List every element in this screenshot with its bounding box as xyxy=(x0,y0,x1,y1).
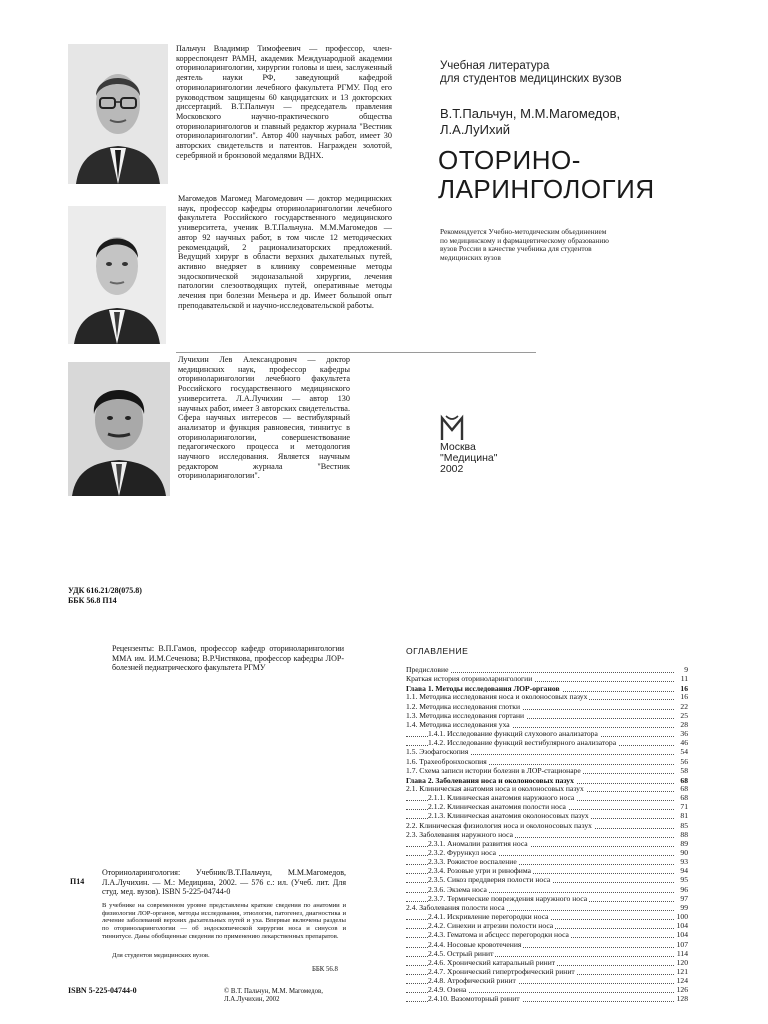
toc-entry xyxy=(406,941,688,949)
toc-entry xyxy=(406,666,688,674)
toc-entry-page: 128 xyxy=(676,995,688,1004)
toc-entry-title: 2.3.5. Сикоз преддверия полости носа xyxy=(428,876,551,885)
toc-entry-page: 68 xyxy=(680,794,688,803)
publisher-info: Москва "Медицина" 2002 xyxy=(440,441,498,475)
toc-entry-page: 100 xyxy=(676,913,688,922)
toc-entry-page: 36 xyxy=(680,730,688,739)
portrait-icon xyxy=(68,44,168,184)
toc-entry-page: 81 xyxy=(680,812,688,821)
toc-entry xyxy=(406,858,688,866)
toc-entry xyxy=(406,886,688,894)
toc-entry-page: 104 xyxy=(676,922,688,931)
author-photo-1 xyxy=(68,44,168,184)
toc-entry xyxy=(406,913,688,921)
toc-entry-title: 2.3.7. Термические повреждения наружного носа xyxy=(428,894,588,903)
toc-entry-title: 2.4.5. Острый ринит xyxy=(428,949,494,958)
toc-entry-title: 2.1. Клиническая анатомия носа и околоносовых пазух xyxy=(406,784,584,793)
toc-entry-page: 126 xyxy=(676,986,688,995)
toc-entry xyxy=(406,777,688,785)
toc-entry xyxy=(406,840,688,848)
copyright: © В.Т. Пальчун, М.М. Магомедов, Л.А.Лучихин, 2002 xyxy=(224,988,323,1004)
toc-entry xyxy=(406,822,688,830)
toc-entry-page: 16 xyxy=(680,693,688,702)
author-photo-3 xyxy=(68,362,170,496)
bbk-code: ББК 56.8 П14 xyxy=(68,596,117,605)
toc-entry-title: 2.4.9. Озена xyxy=(428,986,467,995)
toc-entry xyxy=(406,703,688,711)
toc-entry xyxy=(406,730,688,738)
toc-entry-title: 2.4.10. Вазомоторный ринит xyxy=(428,995,520,1004)
toc-entry-page: 120 xyxy=(676,958,688,967)
toc-entry-title: 1.6. Трахеобронхоскопия xyxy=(406,757,487,766)
toc-entry-title: 2.3.3. Рожистое воспаление xyxy=(428,858,517,867)
toc-entry xyxy=(406,712,688,720)
book-authors: В.Т.Пальчун, М.М.Магомедов, Л.А.ЛуИхий xyxy=(440,106,621,137)
toc-entry-page: 93 xyxy=(680,858,688,867)
toc-entry-page: 68 xyxy=(680,776,688,785)
toc-entry-title: 2.3. Заболевания наружного носа xyxy=(406,830,513,839)
toc-entry-page: 114 xyxy=(676,949,688,958)
author-bio-1: Пальчун Владимир Тимофеевич — профессор, член-корреспондент РАМН, академик Международной академии оториноларингологии, хирургии головы и шеи, заслуженный деятель науки РФ, заведующий кафедрой оториноларингологии лечебного факультета РГМУ. Под его руководством защищены 60 кандидатских и 13 докторских диссертаций. В.Т.Пальчун — председатель правления Московского научно-практического общества оториноларингологов и главный редактор журнала "Вестник оториноларингологии". Автор 400 научных работ, имеет 30 авторских свидетельств и патентов. Награжден золотой, серебряной и бронзовой медалями ВДНХ. xyxy=(176,44,392,160)
toc-entry xyxy=(406,812,688,820)
author-photo-2 xyxy=(68,206,166,344)
toc-entry xyxy=(406,785,688,793)
toc-entry-page: 104 xyxy=(676,931,688,940)
toc-entry-title: 2.2. Клиническая физиология носа и околоносовых пазух xyxy=(406,821,592,830)
toc-entry-title: 2.1.3. Клиническая анатомия околоносовых пазух xyxy=(428,812,589,821)
toc-entry xyxy=(406,767,688,775)
toc-entry-page: 11 xyxy=(680,675,688,684)
toc-entry-page: 121 xyxy=(676,967,688,976)
audience-note: Для студентов медицинских вузов. xyxy=(112,952,210,959)
toc-entry-page: 89 xyxy=(680,839,688,848)
book-series: Учебная литература для студентов медицинских вузов xyxy=(440,60,622,85)
author-bio-2: Магомедов Магомед Магомедович — доктор медицинских наук, профессор кафедры оториноларингологии лечебного факультета Российского государственного медицинского университета, ученик В.Т.Пальчуна. М.М.Магомедов — автор 92 научных работ, в том числе 12 методических рекомендаций, 2 рационализаторских предложений. Ведущий хирург в области верхних дыхательных путей, активно внедряет в клинику современные методы эндоскопической эндоназальной хирургии, лечения патологии слезоотводящих путей, оперативные методы лечения при болезни Меньера и др. Имеет большой опыт преподавательской и научно-исследовательской работы. xyxy=(178,194,392,310)
toc-entry-title: Предисловие xyxy=(406,666,449,674)
reviewers: Рецензенты: В.П.Гамов, профессор кафедр оториноларингологии ММА им. И.М.Сеченова; В.Р.Чистякова, профессор кафедры ЛОР-болезней педиатрического факультета РГМУ xyxy=(112,644,344,673)
toc-entry xyxy=(406,931,688,939)
toc-entry xyxy=(406,968,688,976)
toc-entry-title: 1.4.2. Исследование функций вестибулярного анализатора xyxy=(428,739,617,748)
isbn: ISBN 5-225-04744-0 xyxy=(68,986,137,995)
toc-entry-title: 2.1.2. Клиническая анатомия полости носа xyxy=(428,803,566,812)
toc-entry-page: 22 xyxy=(680,702,688,711)
toc-entry xyxy=(406,794,688,802)
toc-entry-title: 1.7. Схема записи истории болезни в ЛОР-стационаре xyxy=(406,766,581,775)
toc-entry-title: 1.2. Методика исследования глотки xyxy=(406,702,521,711)
toc-entry-page: 94 xyxy=(680,867,688,876)
toc-entry-title: 2.4.4. Носовые кровотечения xyxy=(428,940,522,949)
toc-entry xyxy=(406,995,688,1003)
book-title: ОТОРИНО- ЛАРИНГОЛОГИЯ xyxy=(438,145,655,204)
bibliographic-record: Оториноларингология: Учебник/В.Т.Пальчун, М.М.Магомедов, Л.А.Лучихин. — М.: Медицина, 2002. — 576 с.: ил. (Учеб. лит. Для студ. мед. вузов). ISBN 5-225-04744-0 xyxy=(102,868,346,897)
toc-entry xyxy=(406,959,688,967)
toc-entry-page: 16 xyxy=(680,685,688,694)
portrait-icon xyxy=(68,206,166,344)
toc-entry-page: 85 xyxy=(680,821,688,830)
publisher-logo-icon xyxy=(440,414,464,442)
toc-entry-page: 58 xyxy=(680,766,688,775)
toc-entry-title: 2.3.2. Фурункул носа xyxy=(428,849,496,857)
toc-entry-page: 25 xyxy=(680,711,688,720)
toc-entry-title: 2.4. Заболевания полости носа xyxy=(406,903,505,912)
toc-entry-title: 2.4.2. Синехии и атрезии полости носа xyxy=(428,922,554,931)
toc-entry xyxy=(406,876,688,884)
annotation: В учебнике на современном уровне представлены краткие сведения по анатомии и физиологии ЛОР-органов, методы исследования, этиология, патогенез, диагностика и лечение заболеваний верхних дыхательных путей и уха. Впервые включены разделы по оториноларингологии — об эндоскопической хирургии носа и синусов и тиннитусе. Даны обобщенные сведения по применению лекарственных препаратов. xyxy=(102,902,346,940)
toc-entry-page: 9 xyxy=(684,666,688,674)
author-bio-3: Лучихин Лев Александрович — доктор медицинских наук, профессор кафедры оториноларингологии лечебного факультета Российского государственного медицинского университета. Л.А.Лучихин — автор 130 научных работ, имеет 3 авторских свидетельства. Сфера научных интересов — вестибулярный анализатор и функция равновесия, тиннитус в оториноларингологии, совершенствование педагогического процесса и методология научного исследования. Является научным редактором журнала "Вестник оториноларингологии". xyxy=(178,355,350,481)
toc-entry-page: 71 xyxy=(680,803,688,812)
toc-entry-title: 2.4.1. Искривление перегородки носа xyxy=(428,913,549,922)
toc-entry-page: 88 xyxy=(680,830,688,839)
toc-entry-page: 54 xyxy=(680,748,688,757)
toc-entry-title: Глава 1. Методы исследования ЛОР-органов xyxy=(406,685,560,694)
toc-entry-title: 2.4.6. Хронический катаральный ринит xyxy=(428,958,556,967)
toc-entry-title: 2.3.4. Розовые угри и ринофима xyxy=(428,867,531,876)
toc-entry xyxy=(406,693,688,701)
bbk-code-2: ББК 56.8 xyxy=(312,966,338,973)
toc-entry-page: 124 xyxy=(676,977,688,986)
toc-entry-page: 46 xyxy=(680,739,688,748)
toc-entry-title: Глава 2. Заболевания носа и околоносовых пазух xyxy=(406,776,574,785)
toc-entry xyxy=(406,849,688,857)
toc-entry-page: 90 xyxy=(680,849,688,857)
toc-entry-title: 1.4. Методика исследования уха xyxy=(406,720,510,729)
toc-entry xyxy=(406,950,688,958)
toc-entry-title: 1.3. Методика исследования гортани xyxy=(406,711,525,720)
toc-entry-page: 99 xyxy=(680,903,688,912)
toc-entry-page: 96 xyxy=(680,885,688,894)
toc-entry xyxy=(406,895,688,903)
toc-entry-title: 1.1. Методика исследования носа и околоносовых пазух xyxy=(406,693,588,702)
toc-heading: ОГЛАВЛЕНИЕ xyxy=(406,646,469,656)
toc-entry-title: 2.4.7. Хронический гипертрофический ринит xyxy=(428,967,575,976)
toc-entry-title: 2.4.3. Гематома и абсцесс перегородки носа xyxy=(428,931,569,940)
toc-entry xyxy=(406,977,688,985)
toc-entry xyxy=(406,831,688,839)
udk-code: УДК 616.21/28(075.8) xyxy=(68,586,142,595)
toc-entry xyxy=(406,904,688,912)
toc-entry-title: 2.1.1. Клиническая анатомия наружного носа xyxy=(428,794,575,803)
toc-entry-page: 107 xyxy=(676,940,688,949)
toc-entry xyxy=(406,721,688,729)
portrait-icon xyxy=(68,362,170,496)
toc-entry xyxy=(406,685,688,693)
toc-entry xyxy=(406,803,688,811)
toc-entry xyxy=(406,758,688,766)
toc-entry xyxy=(406,867,688,875)
toc-entry-page: 68 xyxy=(680,784,688,793)
toc-entry-title: 2.3.1. Аномалии развития носа xyxy=(428,839,528,848)
toc-entry-page: 56 xyxy=(680,757,688,766)
toc-entry-title: Краткая история оториноларингологии xyxy=(406,675,533,684)
toc-entry-title: 1.4.1. Исследование функций слухового анализатора xyxy=(428,730,598,739)
bio-separator xyxy=(176,352,536,353)
table-of-contents xyxy=(406,666,688,1024)
toc-entry-title: 2.4.8. Атрофический ринит xyxy=(428,977,516,986)
toc-entry-page: 97 xyxy=(680,894,688,903)
toc-entry xyxy=(406,748,688,756)
toc-entry-title: 1.5. Эзофагоскопия xyxy=(406,748,469,757)
toc-entry-title: 2.3.6. Экзема носа xyxy=(428,885,487,894)
book-recommendation: Рекомендуется Учебно-методическим объединением по медицинскому и фармацевтическому образованию вузов России в качестве учебника для студентов медицинских вузов xyxy=(440,227,609,262)
toc-entry-page: 95 xyxy=(680,876,688,885)
toc-entry xyxy=(406,922,688,930)
toc-entry xyxy=(406,739,688,747)
toc-entry xyxy=(406,675,688,683)
toc-entry xyxy=(406,986,688,994)
index-code: П14 xyxy=(70,877,85,886)
toc-entry-page: 28 xyxy=(680,720,688,729)
